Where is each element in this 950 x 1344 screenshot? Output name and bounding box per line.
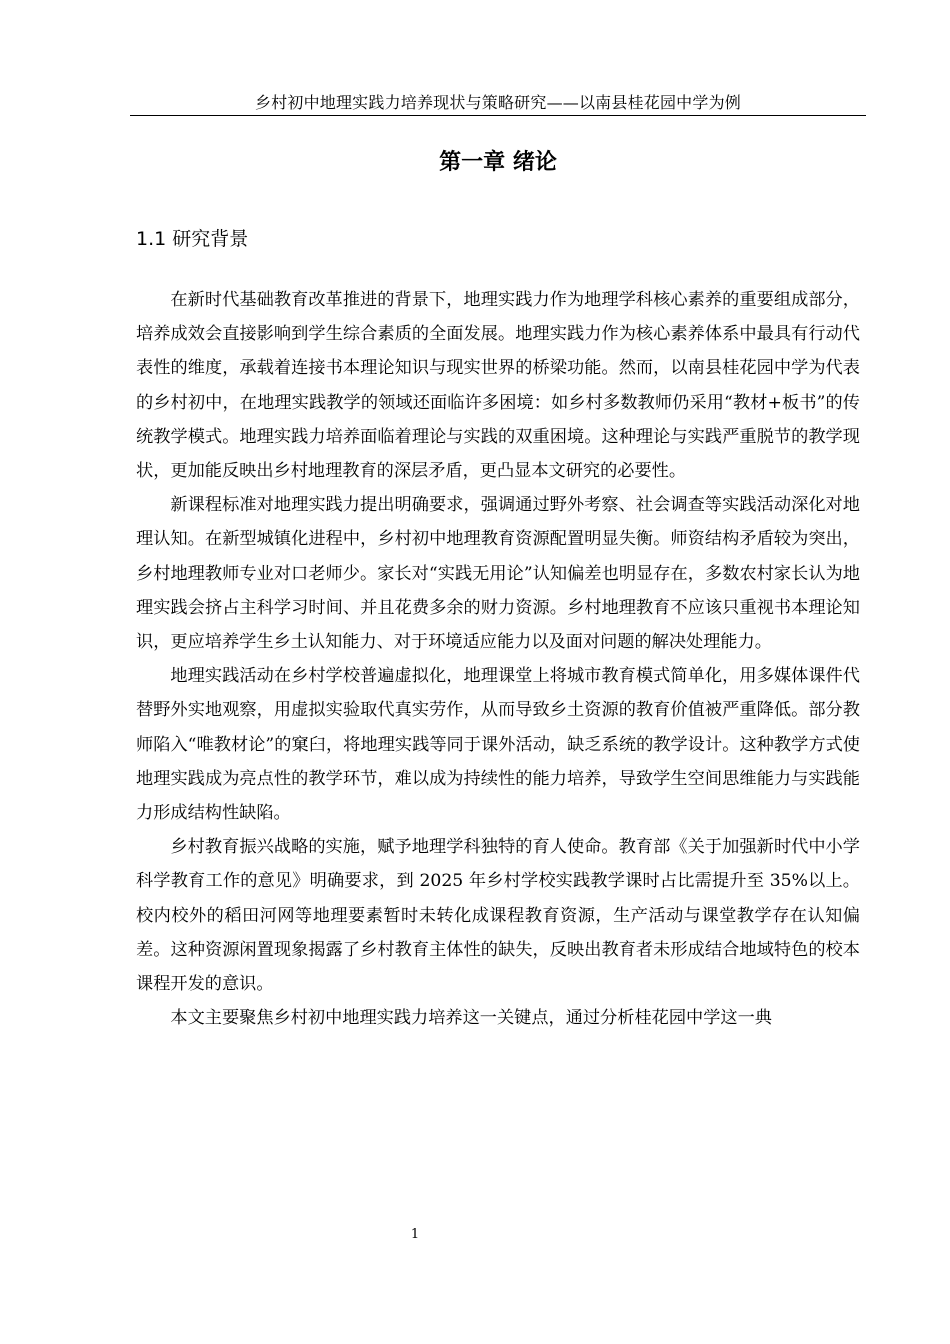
paragraph-1: 在新时代基础教育改革推进的背景下，地理实践力作为地理学科核心素养的重要组成部分，培养成效会直接影响到学生综合素质的全面发展。地理实践力作为核心素养体系中最具有行动代表性的维度，承载着连接书本理论知识与现实世界的桥梁功能。然而，以南县桂花园中学为代表的乡村初中，在地理实践教学的领域还面临许多困境：如乡村多数教师仍采用“教材+板书”的传统教学模式。地理实践力培养面临着理论与实践的双重困境。这种理论与实践严重脱节的教学现状，更加能反映出乡村地理教育的深层矛盾，更凸显本文研究的必要性。	[136, 290, 860, 482]
header-divider	[130, 115, 866, 116]
running-header: 乡村初中地理实践力培养现状与策略研究——以南县桂花园中学为例	[254, 93, 741, 112]
page-number: 1	[410, 1227, 420, 1242]
body-text	[136, 283, 860, 1035]
paragraph-4: 乡村教育振兴战略的实施，赋予地理学科独特的育人使命。教育部《关于加强新时代中小学科学教育工作的意见》明确要求，到 2025 年乡村学校实践教学课时占比需提升至 35%以上。校内校外的稻田河网等地理要素暂时未转化成课程教育资源，生产活动与课堂教学存在认知偏差。这种资源闲置现象揭露了乡村教育主体性的缺失，反映出教育者未形成结合地域特色的校本课程开发的意识。	[136, 837, 860, 995]
paragraph-5: 本文主要聚焦乡村初中地理实践力培养这一关键点，通过分析桂花园中学这一典	[170, 1008, 772, 1029]
chapter-title: 第一章 绪论	[439, 150, 557, 175]
paragraph-3: 地理实践活动在乡村学校普遍虚拟化，地理课堂上将城市教育模式简单化，用多媒体课件代替野外实地观察，用虚拟实验取代真实劳作，从而导致乡土资源的教育价值被严重降低。部分教师陷入“唯教材论”的窠臼，将地理实践等同于课外活动，缺乏系统的教学设计。这种教学方式使地理实践成为亮点性的教学环节，难以成为持续性的能力培养，导致学生空间思维能力与实践能力形成结构性缺陷。	[136, 666, 860, 824]
section-heading: 1.1 研究背景	[136, 228, 249, 250]
paragraph-2: 新课程标准对地理实践力提出明确要求，强调通过野外考察、社会调查等实践活动深化对地理认知。在新型城镇化进程中，乡村初中地理教育资源配置明显失衡。师资结构矛盾较为突出，乡村地理教师专业对口老师少。家长对“实践无用论”认知偏差也明显存在，多数农村家长认为地理实践会挤占主科学习时间、并且花费多余的财力资源。乡村地理教育不应该只重视书本理论知识，更应培养学生乡土认知能力、对于环境适应能力以及面对问题的解决处理能力。	[136, 495, 860, 653]
